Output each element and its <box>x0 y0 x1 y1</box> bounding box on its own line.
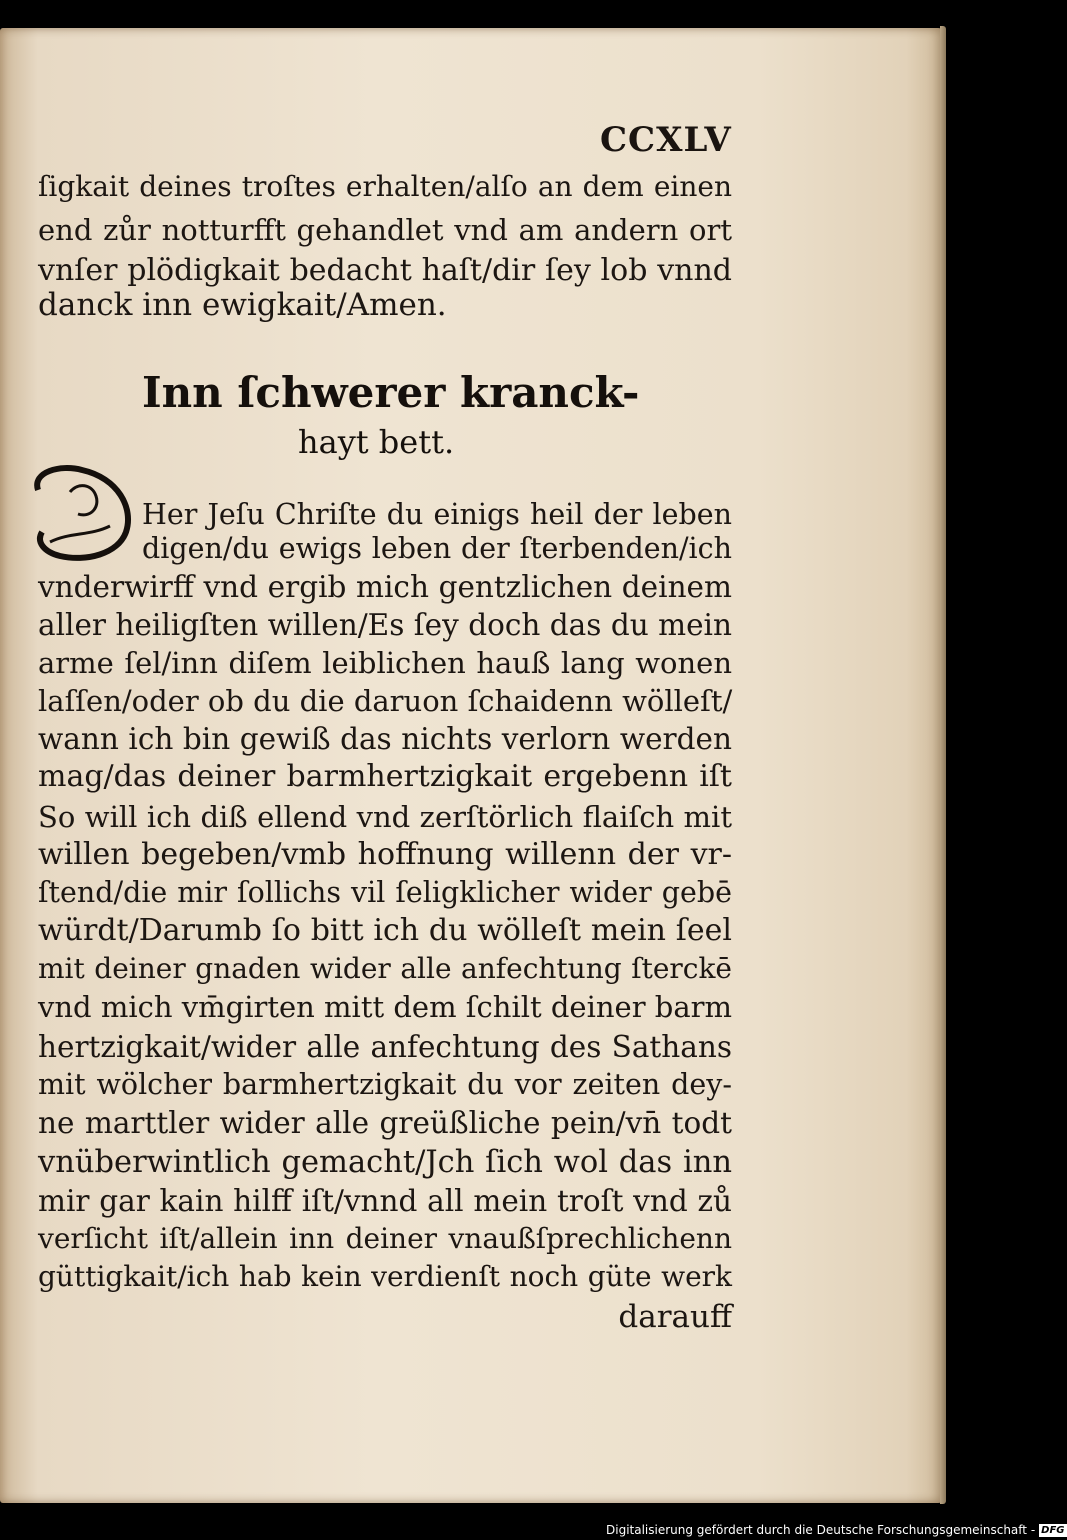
text-line: vnüberwintlich gemacht/Jch ſich wol das inn <box>38 1145 732 1180</box>
digitization-credit <box>606 1520 1065 1540</box>
text-line: ſigkait deines troſtes erhalten/alſo an dem einen <box>38 170 732 203</box>
section-heading-continuation: hayt bett. <box>298 423 455 461</box>
text-line: vnſer plödigkait bedacht haſt/dir ſey lob vnnd <box>38 253 732 288</box>
text-line: So will ich diß ellend vnd zerſtörlich flaiſch mit <box>38 800 732 834</box>
text-line: vnderwirff vnd ergib mich gentzlichen deinem <box>38 570 732 604</box>
text-line: würdt/Darumb ſo bitt ich du wölleſt mein ſeel <box>38 913 732 948</box>
text-line: verſicht iſt/allein inn deiner vnaußſprechlichenn <box>38 1222 732 1255</box>
text-line: güttigkait/ich hab kein verdienſt noch güte werk <box>38 1260 732 1293</box>
text-line: mit wölcher barmhertzigkait du vor zeiten dey- <box>38 1068 732 1101</box>
text-line: ne marttler wider alle greüßliche pein/vn̄ todt <box>38 1106 732 1140</box>
text-line: vnd mich vm̄girten mitt dem ſchilt deiner barm <box>38 990 733 1024</box>
text-line: digen/du ewigs leben der ſterbenden/ich <box>142 532 732 565</box>
text-line: Her Jeſu Chriſte du einigs heil der leben <box>142 498 732 531</box>
catchword: darauff <box>618 1299 732 1335</box>
dfg-logo: DFG <box>1041 1525 1065 1536</box>
text-line: mit deiner gnaden wider alle anfechtung ſterckē <box>38 952 732 985</box>
page-edge <box>940 26 946 1504</box>
text-line: mir gar kain hilff iſt/vnnd all mein troſt vnd zů <box>38 1184 732 1218</box>
section-heading: Inn ſchwerer kranck- <box>142 368 640 417</box>
text-line: laſſen/oder ob du die daruon ſchaidenn wölleſt/ <box>38 684 733 718</box>
text-line: hertzigkait/wider alle anfechtung des Sathans <box>38 1030 732 1064</box>
text-line: willen begeben/vmb hoffnung willenn der vr- <box>38 837 732 872</box>
folio-number: CCXLV <box>600 120 732 160</box>
text-line: arme ſel/inn diſem leiblichen hauß lang wonen <box>38 646 732 680</box>
credit-text: Digitalisierung gefördert durch die Deutsche Forschungsgemeinschaft - <box>606 1523 1036 1537</box>
text-line: wann ich bin gewiß das nichts verlorn werden <box>38 722 732 756</box>
text-line: end zůr notturfft gehandlet vnd am andern ort <box>38 213 732 247</box>
text-line: danck inn ewigkait/Amen. <box>38 287 447 323</box>
text-line: ſtend/die mir ſollichs vil ſeligklicher wider gebē <box>38 876 732 909</box>
text-line: mag/das deiner barmhertzigkait ergebenn iſt <box>38 759 732 794</box>
text-line: aller heiligſten willen/Es ſey doch das du mein <box>38 608 732 642</box>
